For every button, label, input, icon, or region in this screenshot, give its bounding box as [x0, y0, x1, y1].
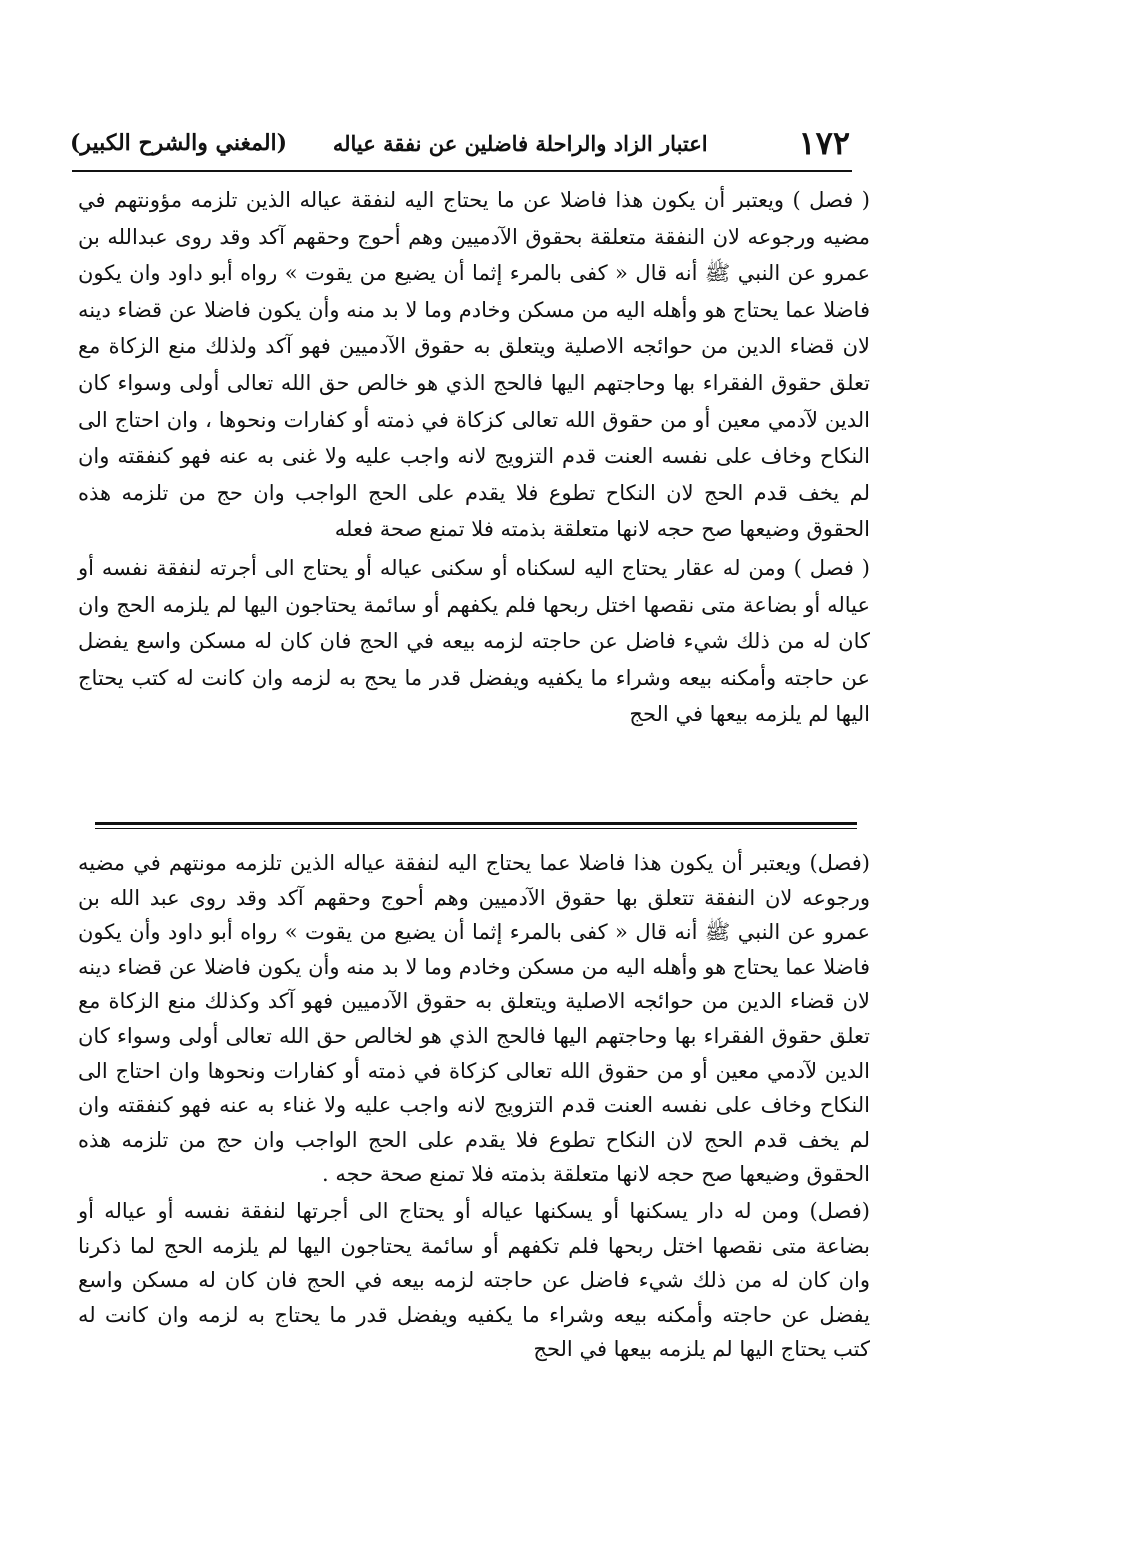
- page-header: [70, 118, 860, 168]
- page-number: ١٧٢: [798, 124, 850, 162]
- main-paragraph: (فصل) ومن له دار يسكنها أو يسكنها عياله أو يحتاج الى أجرتها لنفقة نفسه أو عياله أو بضاعة متى نقصها اختل ربحها فلم تكفهم أو سائمة يحتاجون اليها لم يلزمه الحج لما ذكرنا وان كان له من ذلك شيء فاضل عن حاجته لزمه بيعه في الحج فان كان له مسكن واسع يفضل عن حاجته وأمكنه بيعه وشراء ما يكفيه ويفضل قدر ما يحتاج به لزمه وان كانت له كتب يحتاج اليها لم يلزمه بيعها في الحج: [78, 1198, 870, 1362]
- divider-thick-rule: [95, 822, 857, 825]
- main-text-section: [78, 846, 870, 1367]
- commentary-paragraph: ( فصل ) ومن له عقار يحتاج اليه لسكناه أو سكنى عياله أو يحتاج الى أجرته لنفقة نفسه أو عياله أو بضاعة متى نقصها اختل ربحها فلم يكفهم أو سائمة يحتاجون اليها لم يلزمه الحج وان كان له من ذلك شيء فاضل عن حاجته لزمه بيعه في الحج فان كان له مسكن واسع يفضل عن حاجته وأمكنه بيعه وشراء ما يكفيه ويفضل قدر ما يحج به لزمه وان كانت له كتب يحتاج اليها لم يلزمه بيعها في الحج: [78, 555, 870, 727]
- main-paragraph: (فصل) ويعتبر أن يكون هذا فاضلا عما يحتاج اليه لنفقة عياله الذين تلزمه مونتهم في مضيه ورجوعه لان النفقة تتعلق بها حقوق الآدميين وهم أحوج وحقهم آكد وقد روى عبد الله بن عمرو عن النبي ﷺ أنه قال « كفى بالمرء إثما أن يضيع من يقوت » رواه أبو داود وأن يكون فاضلا عما يحتاج هو وأهله اليه من مسكن وخادم وما لا بد منه وأن يكون فاضلا عن قضاء دينه لان قضاء الدين من حوائجه الاصلية ويتعلق به حقوق الآدميين فهو آكد وكذلك منع الزكاة مع تعلق حقوق الفقراء بها وحاجتهم اليها فالحج الذي هو لخالص حق الله تعالى أولى وسواء كان الدين لآدمي معين أو من حقوق الله تعالى كزكاة في ذمته أو كفارات ونحوها وان احتاج الى النكاح وخاف على نفسه العنت قدم التزويج لانه واجب عليه ولا غناء به عنه فهو كنفقته وان لم يخف قدم الحج لان النكاح تطوع فلا يقدم على الحج الواجب وان حج من تلزمه هذه الحقوق وضيعها صح حجه لانها متعلقة بذمته فلا تمنع صحة حجه .: [78, 851, 870, 1187]
- header-rule: [72, 170, 852, 172]
- commentary-paragraph: ( فصل ) ويعتبر أن يكون هذا فاضلا عن ما يحتاج اليه لنفقة عياله الذين تلزمه مؤونتهم في مضيه ورجوعه لان النفقة متعلقة بحقوق الآدميين وهم أحوج وحقهم آكد وقد روى عبدالله بن عمرو عن النبي ﷺ أنه قال « كفى بالمرء إثما أن يضيع من يقوت » رواه أبو داود وان يكون فاضلا عما يحتاج هو وأهله اليه من مسكن وخادم وما لا بد منه وأن يكون فاضلا عن قضاء دينه لان قضاء الدين من حوائجه الاصلية ويتعلق به حقوق الآدميين فهو آكد ولذلك منع الزكاة مع تعلق حقوق الفقراء بها وحاجتهم اليها فالحج الذي هو خالص حق الله تعالى أولى وسواء كان الدين لآدمي معين أو من حقوق الله تعالى كزكاة في ذمته أو كفارات ونحوها ، وان احتاج الى النكاح وخاف على نفسه العنت قدم التزويج لانه واجب عليه ولا غنى به عنه فهو كنفقته وان لم يخف قدم الحج لان النكاح تطوع فلا يقدم على الحج الواجب وان حج من تلزمه هذه الحقوق وضيعها صح حجه لانها متعلقة بذمته فلا تمنع صحة فعله: [78, 188, 870, 542]
- book-title: (المغني والشرح الكبير): [70, 130, 288, 156]
- commentary-section: [78, 182, 870, 733]
- divider-thin-rule: [95, 828, 857, 829]
- running-title: اعتبار الزاد والراحلة فاضلين عن نفقة عياله: [332, 130, 708, 156]
- section-divider: [95, 822, 857, 832]
